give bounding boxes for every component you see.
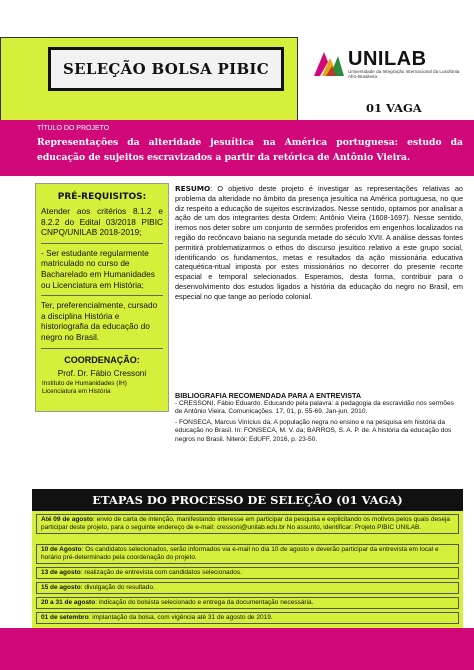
step-text: : Os candidatos selecionados, serão informados via e-mail no dia 10 de agosto e deverão participar da entrevista em local e horário pré-determinado pela coordenação do projeto. [41, 546, 439, 562]
step-date: Até 09 de agosto [41, 516, 94, 523]
divider [41, 348, 163, 349]
prerequisites-heading: PRÉ-REQUISITOS: [57, 192, 147, 202]
step-text: : divulgação do resultado. [80, 584, 155, 591]
footer-band [0, 628, 474, 670]
steps-heading: ETAPAS DO PROCESSO DE SELEÇÃO (01 VAGA) [32, 489, 463, 511]
step-date: 20 a 31 de agosto [41, 599, 96, 606]
prerequisite-item: Atender aos critérios 8.1.2 e 8.2.2 do Edital 03/2018 PIBIC CNPQ/UNILAB 2018-2019; [41, 206, 163, 238]
step-row [36, 514, 459, 534]
logo-name: UNILAB [348, 48, 427, 70]
step-row [36, 597, 459, 609]
step-text: : indicação do bolsista selecionado e entrega da documentação necessária. [95, 599, 314, 606]
abstract [175, 184, 463, 302]
coordination-heading: COORDENAÇÃO: [64, 354, 140, 365]
prerequisite-item: - Ser estudante regularmente matriculado no curso de Bacharelado em Humanidades ou Licenciatura em História; [41, 247, 155, 290]
step-date: 15 de agosto [41, 584, 81, 591]
abstract-label: RESUMO [175, 184, 211, 193]
step-row [36, 582, 459, 594]
requirements-panel [35, 183, 169, 412]
steps-panel [32, 511, 463, 628]
coordinator-institute: Instituto de Humanidades (IH) [42, 379, 127, 387]
bibliography-heading: BIBLIOGRAFIA RECOMENDADA PARA A ENTREVISTA [175, 391, 362, 400]
project-label: TÍTULO DO PROJETO [37, 125, 110, 132]
step-row [36, 567, 459, 579]
logo-subtitle: Universidade da Integração Internacional da Lusofonia Afro-Brasileira [348, 69, 460, 80]
step-date: 13 de agosto [41, 569, 81, 576]
title-box [48, 47, 284, 91]
step-text: : envio de carta de intenção, manifestando interesse em participar da pesquisa e explicitando os motivos pelos quais deseja participar deste projeto, para o seguinte endereço de e-mail: cressoni@unilab.edu.br No assunto, identificar: Projeto PIBIC UNILAB. [41, 516, 451, 532]
step-date: 10 de Agosto [41, 546, 82, 553]
divider [41, 295, 163, 296]
project-title: Representações da alteridade jesuítica na América portuguesa: estudo da educação de sujeitos escravizados a partir da retórica de Antônio Vieira. [37, 137, 463, 163]
abstract-text: : O objetivo deste projeto é investigar as representações relativas ao problema da alteridade no âmbito da presença jesuítica na América portuguesa, no que diz respeito a educação de sujeitos escravizados. Nesse sentido, optamos por analisar a ação de um dos integrantes desta Ordem: Antônio Vieira (1608-1697). Nesse sentido, iremos nos deter sobre um conjunto de sermões proferidos em engenhos localizados na região do recôncavo baiano na segunda metade do século XVII. A análise dessas fontes permitirá problematizarmos o ethos do discurso jesuítico relativo a este grupo social, identificando os fundamentos, metas e resultados da ação missionária educativa catequética-ritual imposta por estes missionários no decorrer do presente recorte espacial e temporal selecionados. Esperamos, desta forma, contribuir para o desenvolvimento dos estudos ligados a história da educação do negro no Brasil, em especial no que tange ao período colonial. [175, 184, 463, 301]
coordinator-course: Licenciatura em História [42, 387, 111, 395]
step-date: 01 de setembro [41, 614, 89, 621]
unilab-logo-icon [312, 48, 346, 78]
coordinator-name: Prof. Dr. Fábio Cressoni [57, 367, 147, 378]
bibliography-entry: - FONSECA, Marcus Vinícius da. A população negra no ensino e na pesquisa em história da educação no Brasil. In: FONSECA, M. V. da; BARROS, S. A. P. de. A história da educação dos negros no Brasil. Niterói: EdUFF, 2016, p. 23-50. [175, 418, 452, 443]
page-title: SELEÇÃO BOLSA PIBIC [62, 60, 269, 78]
bibliography-list [175, 400, 463, 446]
bibliography-entry: - CRESSONI, Fábio Eduardo. Educando pela palavra: a pedagogia da escravidão nos sermões de Antônio Vieira. Comunicações. 17, 01, p. 55-69. Jan-jun. 2010. [175, 400, 454, 416]
divider [41, 243, 163, 244]
unilab-logo [312, 48, 462, 82]
prerequisite-item: Ter, preferencialmente, cursado a disciplina História e historiografia da educação do negro no Brasil. [41, 300, 158, 342]
vacancies-count: 01 VAGA [366, 101, 422, 115]
step-text: : realização de entrevista com candidatos selecionados. [80, 569, 242, 576]
step-row [36, 612, 459, 624]
step-row [36, 544, 459, 564]
step-text: : implantação da bolsa, com vigência até 31 de agosto de 2019. [88, 614, 273, 621]
